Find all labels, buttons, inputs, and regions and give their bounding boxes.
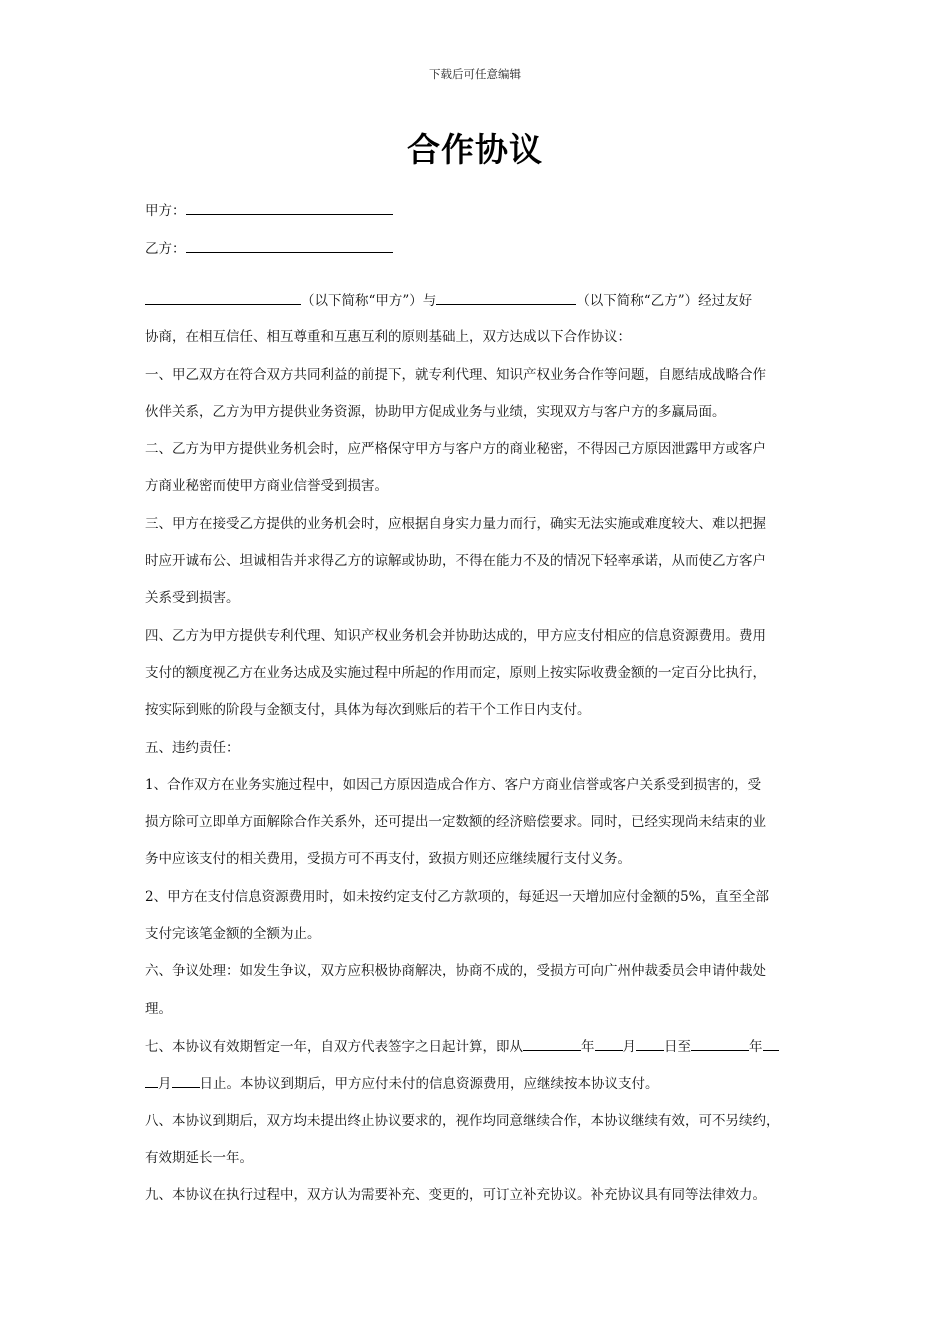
- clause-lines: [145, 327, 810, 1036]
- paragraph-line: 二、乙方为甲方提供业务机会时，应严格保守甲方与客户方的商业秘密，不得因己方原因泄露甲方或客户: [145, 441, 766, 458]
- term-month-b: 月: [158, 1076, 172, 1093]
- header-note: 下载后可任意编辑: [429, 67, 521, 81]
- party-b-name-blank[interactable]: [436, 290, 576, 305]
- paragraph-line: 支付的额度视乙方在业务达成及实施过程中所起的作用而定，原则上按实际收费金额的一定百分比执行，: [145, 664, 766, 681]
- paragraph-line: 损方除可立即单方面解除合作关系外，还可提出一定数额的经济赔偿要求。同时，已经实现尚未结束的业: [145, 814, 766, 831]
- term-year: 年: [581, 1038, 595, 1055]
- term-year2: 年: [749, 1038, 763, 1055]
- paragraph-line: 务中应该支付的相关费用，受损方可不再支付，致损方则还应继续履行支付义务。: [145, 851, 631, 868]
- paragraph-line: 五、违约责任：: [145, 739, 240, 756]
- paragraph-line: 按实际到账的阶段与金额支付，具体为每次到账后的若干个工作日内支付。: [145, 702, 591, 719]
- tail-clause-lines: [145, 1111, 810, 1223]
- party-b-line: [145, 237, 393, 259]
- term-month: 月: [622, 1038, 636, 1055]
- paragraph-line: 2、甲方在支付信息资源费用时，如未按约定支付乙方款项的，每延迟一天增加应付金额的5%，直至全部: [145, 888, 770, 905]
- document-title: 合作协议: [407, 130, 543, 169]
- paragraph-line: 支付完该笔金额的全额为止。: [145, 926, 321, 943]
- paragraph-line: 关系受到损害。: [145, 590, 240, 607]
- paragraph-line: 八、本协议到期后，双方均未提出终止协议要求的，视作均同意继续合作，本协议继续有效，可不另续约，: [145, 1112, 780, 1129]
- intro-text-b: （以下简称“乙方”）经过友好: [576, 293, 753, 309]
- term-line-a: [145, 1036, 810, 1073]
- paragraph-line: 三、甲方在接受乙方提供的业务机会时，应根据自身实力量力而行，确实无法实施或难度较大、难以把握: [145, 515, 766, 532]
- paragraph-line: 四、乙方为甲方提供专利代理、知识产权业务机会并协助达成的，甲方应支付相应的信息资源费用。费用: [145, 627, 766, 644]
- intro-line: [145, 290, 810, 327]
- end-month-blank-a[interactable]: [763, 1036, 779, 1051]
- party-a-blank[interactable]: [186, 199, 393, 215]
- term-suffix: 日止。本协议到期后，甲方应付未付的信息资源费用，应继续按本协议支付。: [199, 1076, 659, 1093]
- paragraph-line: 协商，在相互信任、相互尊重和互惠互利的原则基础上，双方达成以下合作协议：: [145, 329, 631, 346]
- term-line-b: [145, 1073, 810, 1110]
- start-month-blank[interactable]: [595, 1036, 623, 1051]
- paragraph-line: 方商业秘密而使甲方商业信誉受到损害。: [145, 478, 388, 495]
- end-year-blank[interactable]: [691, 1036, 749, 1051]
- paragraph-line: 有效期延长一年。: [145, 1149, 253, 1166]
- paragraph-line: 一、甲乙双方在符合双方共同利益的前提下，就专利代理、知识产权业务合作等问题，自愿结成战略合作: [145, 366, 766, 383]
- party-a-label: 甲方：: [145, 203, 186, 219]
- paragraph-line: 理。: [145, 1000, 172, 1017]
- end-month-blank-b[interactable]: [145, 1073, 158, 1088]
- paragraph-line: 伙伴关系，乙方为甲方提供业务资源，协助甲方促成业务与业绩，实现双方与客户方的多赢局面。: [145, 403, 726, 420]
- start-year-blank[interactable]: [523, 1036, 581, 1051]
- end-day-blank[interactable]: [172, 1073, 200, 1088]
- intro-text-a: （以下简称“甲方”）与: [301, 293, 437, 309]
- paragraph-line: 九、本协议在执行过程中，双方认为需要补充、变更的，可订立补充协议。补充协议具有同等法律效力。: [145, 1187, 766, 1204]
- start-day-blank[interactable]: [636, 1036, 664, 1051]
- paragraph-line: 六、争议处理：如发生争议，双方应积极协商解决，协商不成的，受损方可向广州仲裁委员会申请仲裁处: [145, 963, 766, 980]
- party-b-blank[interactable]: [186, 237, 393, 253]
- paragraph-line: 时应开诚布公、坦诚相告并求得乙方的谅解或协助，不得在能力不及的情况下轻率承诺，从而使乙方客户: [145, 553, 766, 570]
- term-day-to: 日至: [664, 1038, 691, 1055]
- party-a-name-blank[interactable]: [145, 290, 301, 305]
- party-a-line: [145, 199, 393, 221]
- party-b-label: 乙方：: [145, 241, 186, 257]
- paragraph-line: 1、合作双方在业务实施过程中，如因己方原因造成合作方、客户方商业信誉或客户关系受到损害的，受: [145, 776, 762, 793]
- agreement-body: [145, 290, 810, 1222]
- term-prefix: 七、本协议有效期暂定一年，自双方代表签字之日起计算，即从: [145, 1038, 523, 1055]
